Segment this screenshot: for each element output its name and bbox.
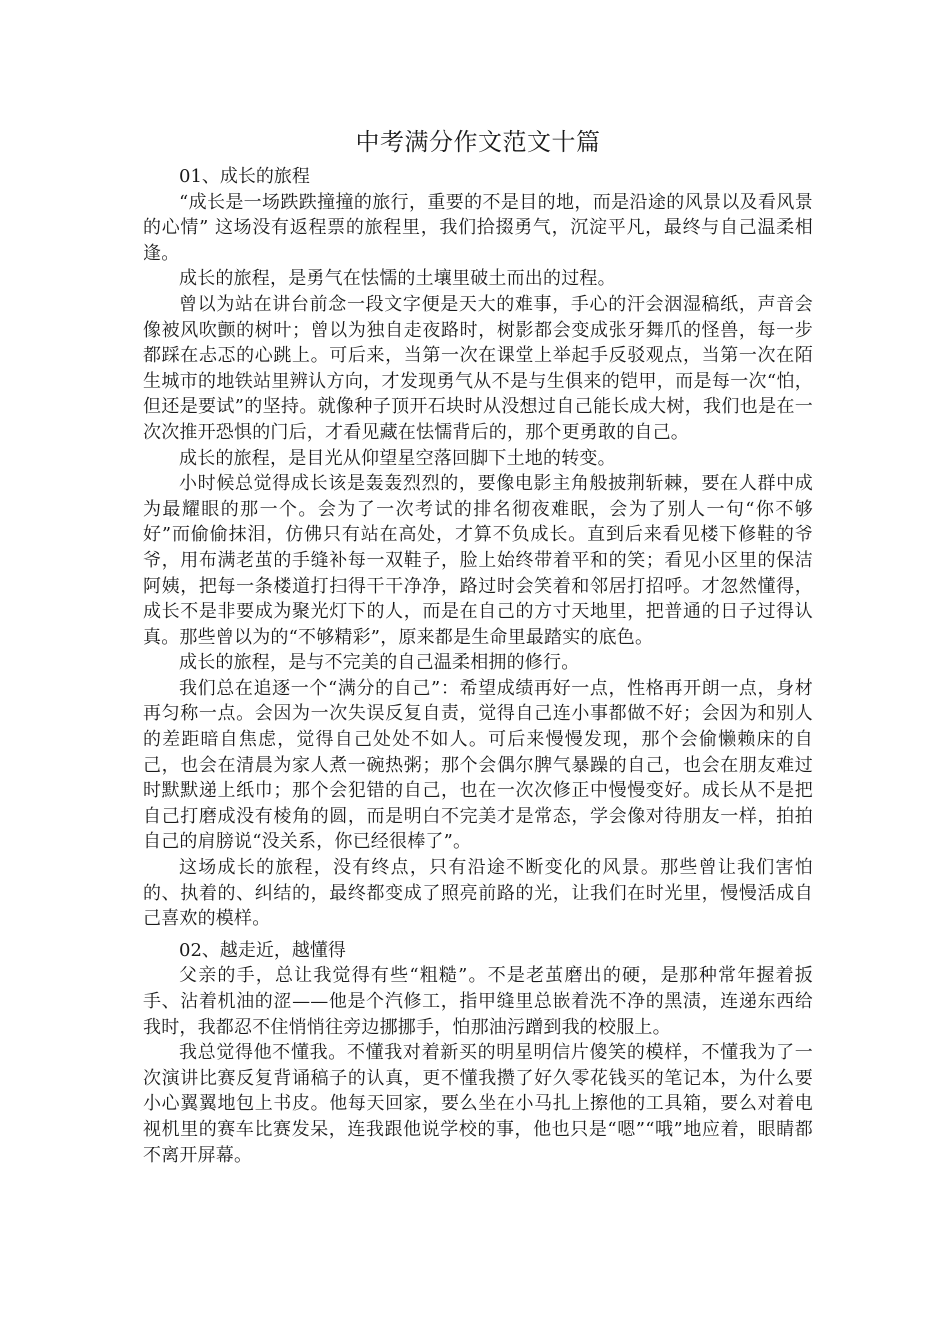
document-page (143, 0, 813, 1168)
paragraph: 成长的旅程，是与不完美的自己温柔相拥的修行。 (179, 652, 580, 674)
paragraph: 我们总在追逐一个“满分的自己”：希望成绩再好一点，性格再开朗一点，身材再匀称一点。会因为一次失误反复自责，觉得自己连小事都做不好；会因为和别人的差距暗自焦虑，觉得自己处处不如人。可后来慢慢发现，那个会偷懒赖床的自己，也会在清晨为家人煮一碗热粥；那个会偶尔脾气暴躁的自己，也会在朋友难过时默默递上纸巾；那个会犯错的自己，也在一次次修正中慢慢变好。成长从不是把自己打磨成没有棱角的圆，而是明白不完美才是常态，学会像对待朋友一样，拍拍自己的肩膀说“没关系，你已经很棒了”。 (143, 677, 813, 853)
document-title: 中考满分作文范文十篇 (355, 128, 601, 156)
paragraph: 我总觉得他不懂我。不懂我对着新买的明星明信片傻笑的模样，不懂我为了一次演讲比赛反复背诵稿子的认真，更不懂我攒了好久零花钱买的笔记本，为什么要小心翼翼地包上书皮。他每天回家，要么坐在小马扎上擦他的工具箱，要么对着电视机里的赛车比赛发呆，连我跟他说学校的事，他也只是“嗯”“哦”地应着，眼睛都不离开屏幕。 (143, 1042, 813, 1166)
paragraph: 成长的旅程，是勇气在怯懦的土壤里破土而出的过程。 (179, 268, 616, 290)
section-2 (143, 938, 813, 1168)
paragraph: “成长是一场跌跌撞撞的旅行，重要的不是目的地，而是沿途的风景以及看风景的心情” 这场没有返程票的旅程里，我们拾掇勇气，沉淀平凡，最终与自己温柔相逢。 (143, 191, 813, 264)
section-1 (143, 164, 813, 932)
paragraph: 这场成长的旅程，没有终点，只有沿途不断变化的风景。那些曾让我们害怕的、执着的、纠结的，最终都变成了照亮前路的光，让我们在时光里，慢慢活成自己喜欢的模样。 (143, 857, 813, 930)
paragraph: 成长的旅程，是目光从仰望星空落回脚下土地的转变。 (179, 447, 616, 469)
paragraph: 父亲的手，总让我觉得有些“粗糙”。不是老茧磨出的硬，是那种常年握着扳手、沾着机油的涩——他是个汽修工，指甲缝里总嵌着洗不净的黑渍，连递东西给我时，我都忍不住悄悄往旁边挪挪手，怕那油污蹭到我的校服上。 (143, 965, 813, 1038)
paragraph: 曾以为站在讲台前念一段文字便是天大的难事，手心的汗会洇湿稿纸，声音会像被风吹颤的树叶；曾以为独自走夜路时，树影都会变成张牙舞爪的怪兽，每一步都踩在忐忑的心跳上。可后来，当第一次在课堂上举起手反驳观点，当第一次在陌生城市的地铁站里辨认方向，才发现勇气从不是与生俱来的铠甲，而是每一次“怕，但还是要试”的坚持。就像种子顶开石块时从没想过自己能长成大树，我们也是在一次次推开恐惧的门后，才看见藏在怯懦背后的，那个更勇敢的自己。 (143, 293, 813, 443)
section-heading: 01、成长的旅程 (179, 166, 310, 187)
paragraph: 小时候总觉得成长该是轰轰烈烈的，要像电影主角般披荆斩棘，要在人群中成为最耀眼的那一个。会为了一次考试的排名彻夜难眠，会为了别人一句“你不够好”而偷偷抹泪，仿佛只有站在高处，才算不负成长。直到后来看见楼下修鞋的爷爷，用布满老茧的手缝补每一双鞋子，脸上始终带着平和的笑；看见小区里的保洁阿姨，把每一条楼道打扫得干干净净，路过时会笑着和邻居打招呼。才忽然懂得，成长不是非要成为聚光灯下的人，而是在自己的方寸天地里，把普通的日子过得认真。那些曾以为的“不够精彩”，原来都是生命里最踏实的底色。 (143, 473, 813, 648)
section-heading: 02、越走近，越懂得 (179, 939, 346, 961)
